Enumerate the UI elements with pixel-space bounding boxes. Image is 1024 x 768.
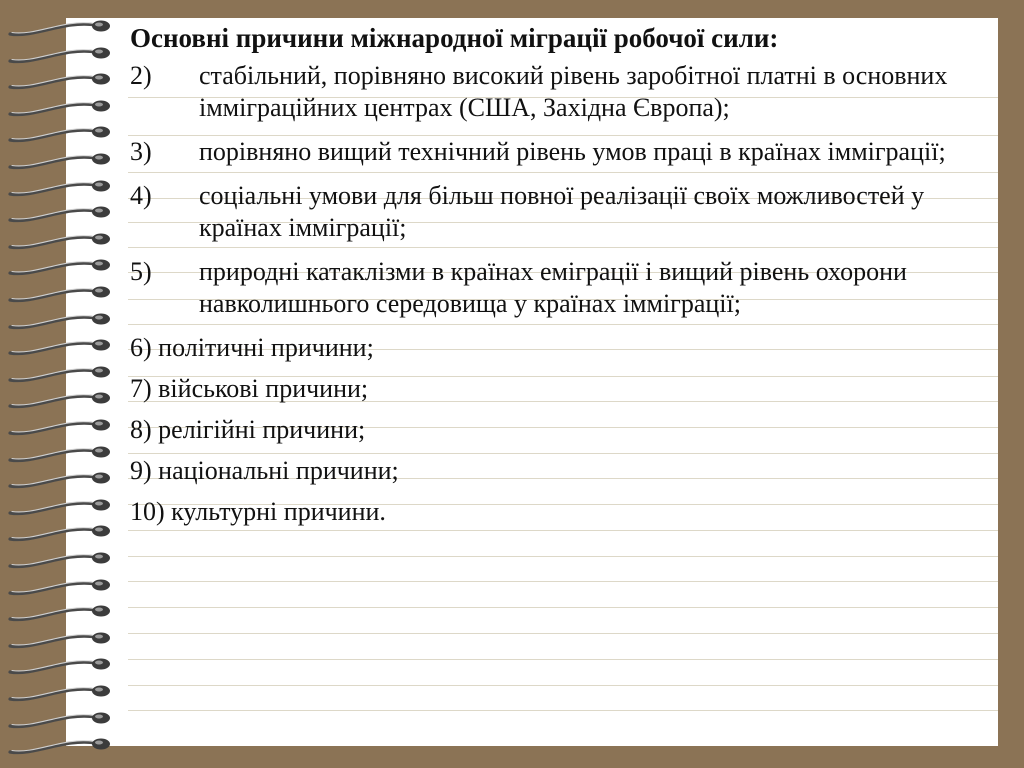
list-item-national: 9) національні причини;: [130, 456, 399, 485]
list-item: [130, 60, 990, 124]
list-item: [130, 136, 990, 168]
list-item-cultural: 10) культурні причини.: [130, 497, 386, 526]
spiral-binding-ring-icon: [4, 174, 116, 202]
list-item: [130, 256, 990, 320]
list-item-number: 2): [130, 61, 152, 90]
spiral-binding-ring-icon: [4, 360, 116, 388]
spiral-binding-ring-icon: [4, 280, 116, 308]
spiral-binding: [0, 0, 120, 768]
spiral-binding-ring-icon: [4, 493, 116, 521]
spiral-binding-ring-icon: [4, 732, 116, 760]
slide-title: Основні причини міжнародної міграції робочої сили:: [130, 23, 779, 53]
spiral-binding-ring-icon: [4, 652, 116, 680]
list-item-text: порівняно вищий технічний рівень умов праці в країнах імміграції;: [199, 137, 946, 166]
spiral-binding-ring-icon: [4, 253, 116, 281]
list-item-text: природні катаклізми в країнах еміграції і вищий рівень охорони навколишнього середовища у країнах імміграції;: [199, 257, 907, 318]
spiral-binding-ring-icon: [4, 413, 116, 441]
slide-content: [130, 22, 990, 537]
spiral-binding-ring-icon: [4, 573, 116, 601]
list-item-text: стабільний, порівняно високий рівень заробітної платні в основних імміграційних центрах (США, Західна Європа);: [199, 61, 948, 122]
spiral-binding-ring-icon: [4, 333, 116, 361]
list-item-number: 4): [130, 181, 152, 210]
spiral-binding-ring-icon: [4, 227, 116, 255]
spiral-binding-ring-icon: [4, 679, 116, 707]
spiral-binding-ring-icon: [4, 466, 116, 494]
list-item-number: 5): [130, 257, 152, 286]
list-item-political: 6) політичні причини;: [130, 333, 374, 362]
spiral-binding-ring-icon: [4, 440, 116, 468]
spiral-binding-ring-icon: [4, 626, 116, 654]
spiral-binding-ring-icon: [4, 67, 116, 95]
list-item-text: соціальні умови для більш повної реалізації своїх можливостей у країнах імміграції;: [199, 181, 925, 242]
spiral-binding-ring-icon: [4, 14, 116, 42]
spiral-binding-ring-icon: [4, 546, 116, 574]
spiral-binding-ring-icon: [4, 200, 116, 228]
spiral-binding-ring-icon: [4, 706, 116, 734]
spiral-binding-ring-icon: [4, 386, 116, 414]
spiral-binding-ring-icon: [4, 519, 116, 547]
spiral-binding-ring-icon: [4, 41, 116, 69]
spiral-binding-ring-icon: [4, 147, 116, 175]
spiral-binding-ring-icon: [4, 94, 116, 122]
list-item-number: 3): [130, 137, 152, 166]
spiral-binding-ring-icon: [4, 120, 116, 148]
list-item: [130, 180, 990, 244]
spiral-binding-ring-icon: [4, 307, 116, 335]
spiral-binding-ring-icon: [4, 599, 116, 627]
list-item-religious: 8) релігійні причини;: [130, 415, 366, 444]
list-item-military: 7) військові причини;: [130, 374, 369, 403]
